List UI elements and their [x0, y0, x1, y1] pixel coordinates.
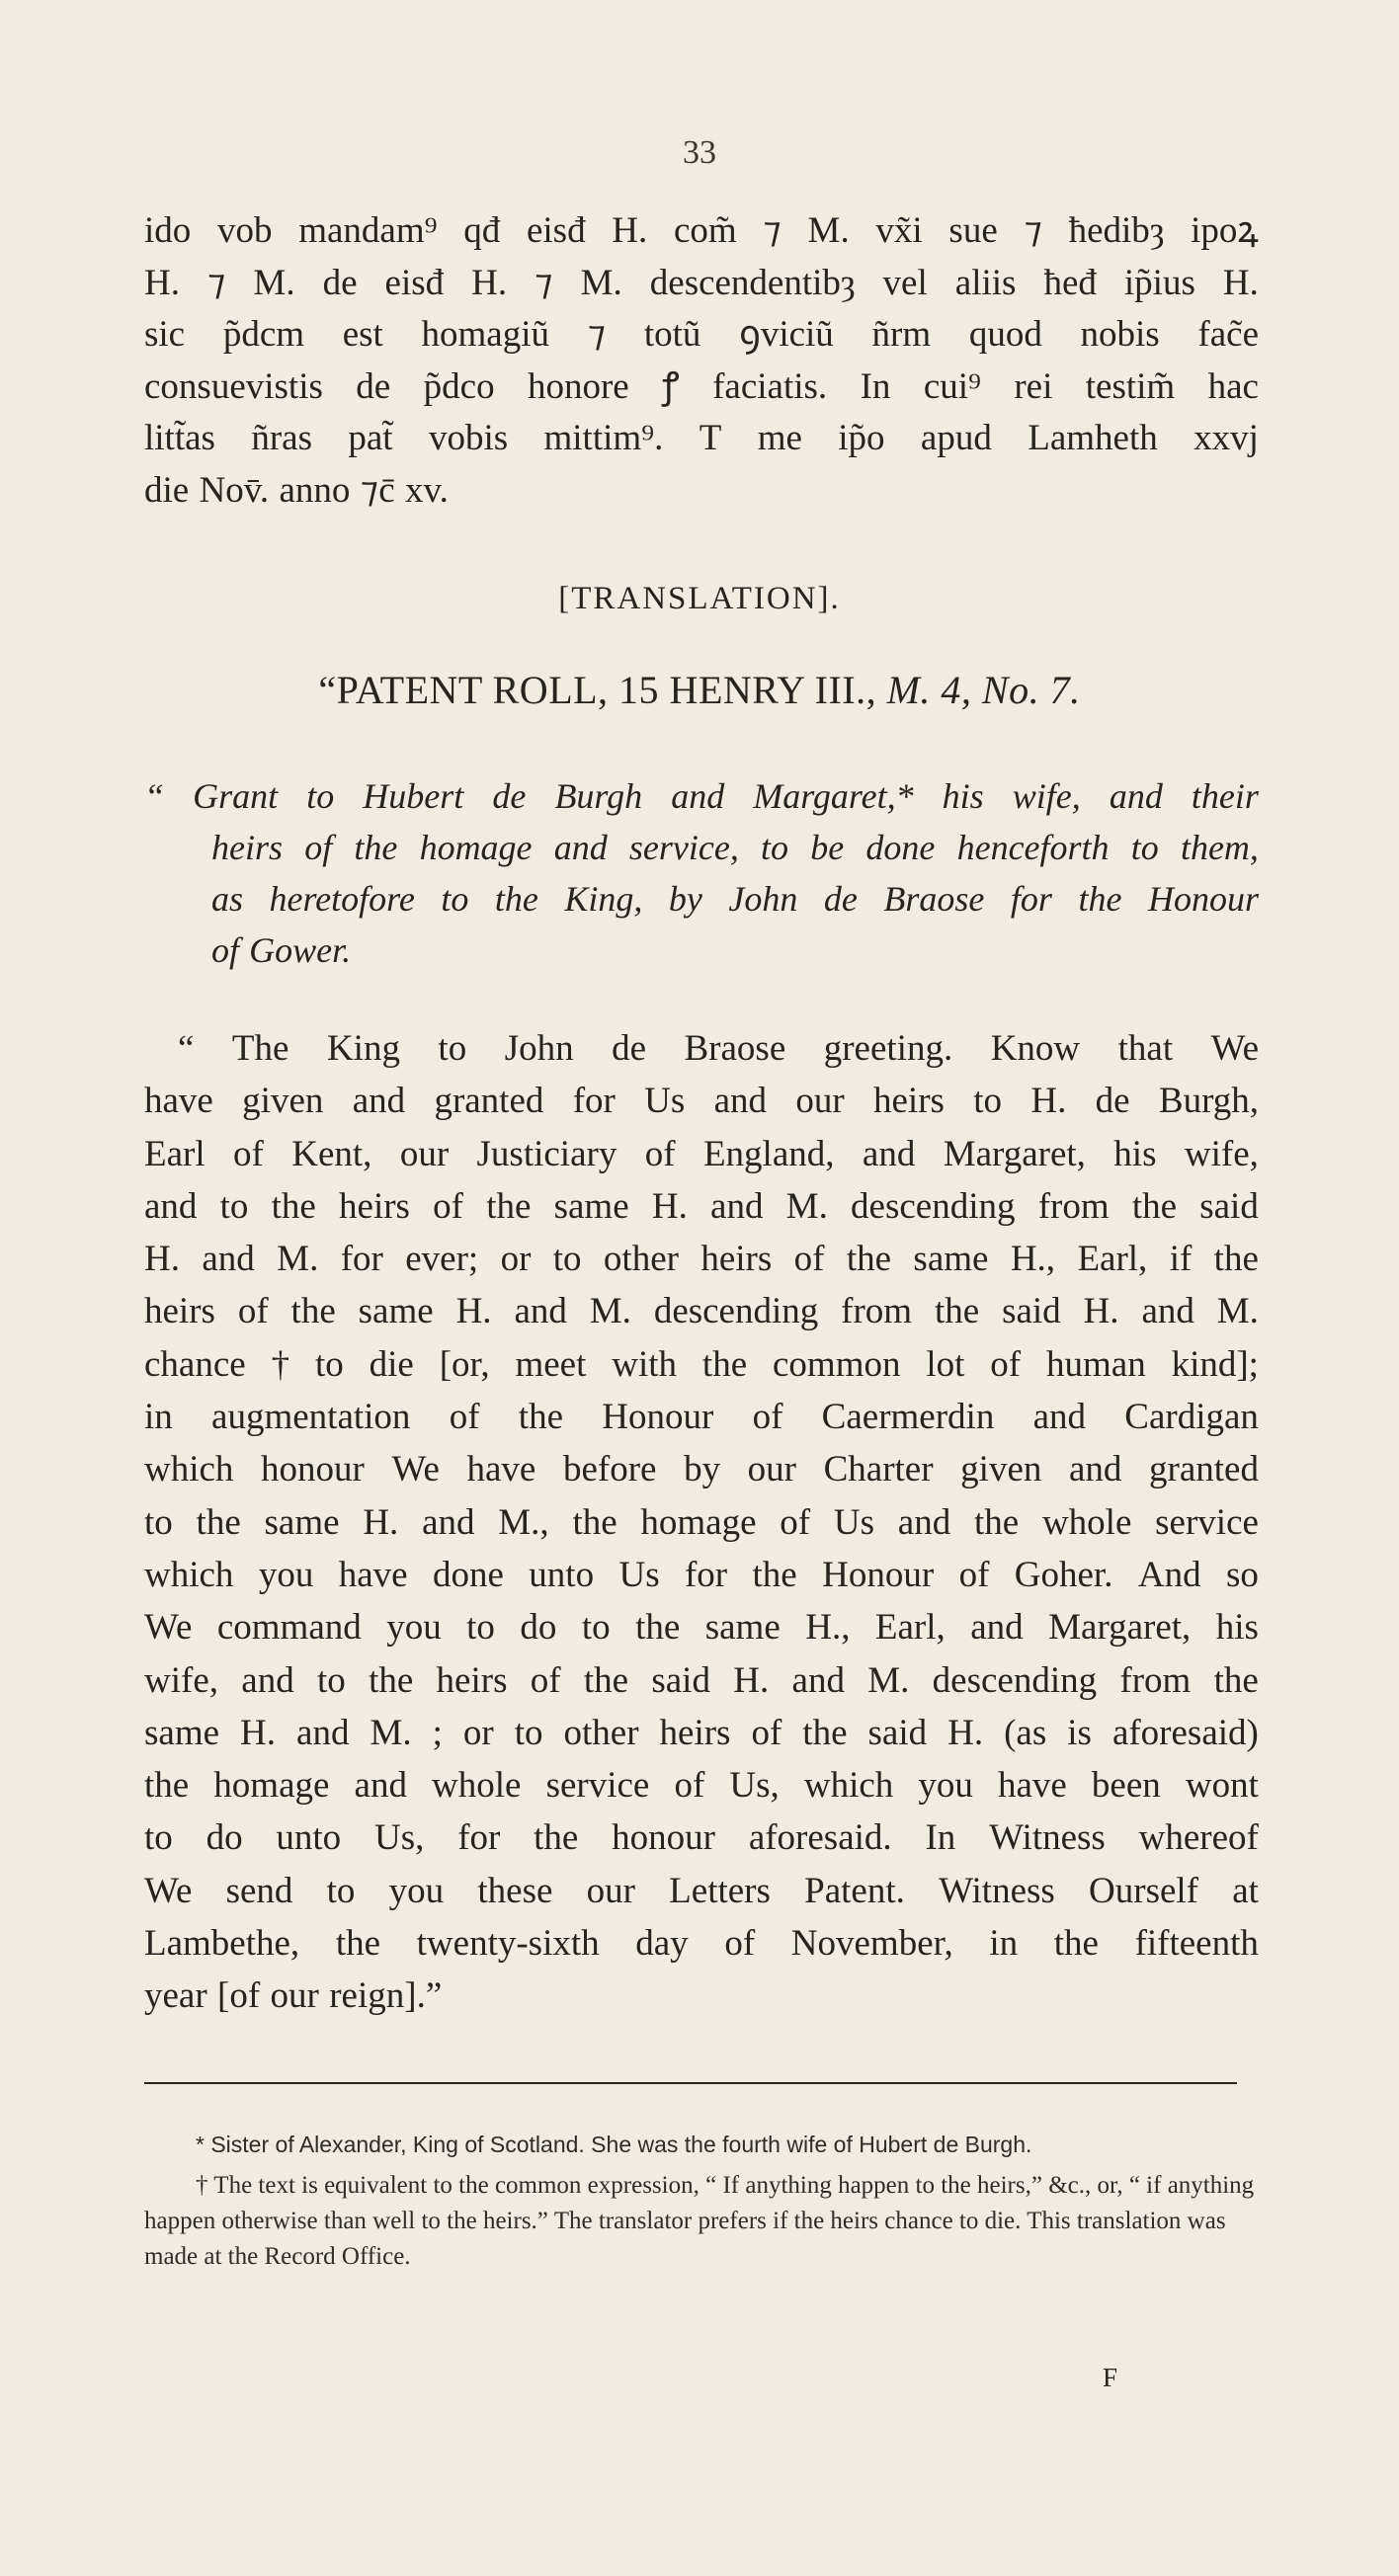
footnote-divider [144, 2082, 1237, 2084]
latin-text-block [144, 205, 1259, 517]
body-line: which honour We have before by our Charter given and granted [144, 1449, 1259, 1490]
latin-line: sic p̃dcm est homagiũ ⁊ totũ ꝯviciũ ñrm quod nobis fac̃e [144, 314, 1259, 355]
latin-line: litt̃as ñras pat̃ vobis mittim⁹. T me ip̃o apud Lamheth xxvj [144, 418, 1259, 458]
grant-line: heirs of the homage and service, to be done henceforth to them, [211, 828, 1259, 867]
body-line: We send to you these our Letters Patent. Witness Ourself at [144, 1870, 1259, 1911]
page-number: 33 [683, 134, 716, 171]
body-line: year [of our reign].” [144, 1975, 443, 2017]
latin-line: consuevistis de p̃dco honore ꝭ faciatis. In cui⁹ rei testim̃ hac [144, 365, 1259, 407]
latin-line: die Nov̄. anno ⁊c̄ xv. [144, 469, 449, 511]
body-line: the homage and whole service of Us, which you have been wont [144, 1765, 1259, 1807]
footnote-dagger: † The text is equivalent to the common expression, “ If anything happen to the heirs,” &c., or, “ if anything happen otherwise than well to the heirs.” The translator prefers if the heirs chance to die. This translation was made at the Record Office. [144, 2172, 1255, 2270]
body-line: wife, and to the heirs of the said H. and M. descending from the [144, 1659, 1259, 1701]
body-line: H. and M. for ever; or to other heirs of the same H., Earl, if the [144, 1239, 1259, 1280]
latin-line: ido vob mandam⁹ qđ eisđ H. com̃ ⁊ M. vx̃i sue ⁊ ħedibȝ ipoꝝ [144, 210, 1259, 251]
translation-heading: [TRANSLATION]. [558, 581, 841, 616]
translation-body [144, 1022, 1259, 2023]
latin-line: H. ⁊ M. de eisđ H. ⁊ M. descendentibȝ vel aliis ħeđ ip̃ius H. [144, 262, 1259, 303]
body-line: have given and granted for Us and our heirs to H. de Burgh, [144, 1081, 1259, 1122]
body-line: in augmentation of the Honour of Caermerdin and Cardigan [144, 1397, 1259, 1438]
title-text: “PATENT ROLL, 15 HENRY III., [318, 668, 877, 712]
grant-line: “ Grant to Hubert de Burgh and Margaret,* his wife, and their [144, 776, 1259, 816]
body-line: Earl of Kent, our Justiciary of England, and Margaret, his wife, [144, 1133, 1259, 1174]
grant-heading [144, 770, 1259, 976]
grant-line: of Gower. [211, 930, 352, 970]
body-line: which you have done unto Us for the Honour of Goher. And so [144, 1554, 1259, 1595]
printer-signature-mark: F [1103, 2363, 1118, 2392]
body-line: Lambethe, the twenty-sixth day of November, in the fifteenth [144, 1923, 1259, 1965]
footnotes [144, 2127, 1259, 2275]
footnote-asterisk: * Sister of Alexander, King of Scotland. She was the fourth wife of Hubert de Burgh. [196, 2132, 1032, 2157]
body-line: same H. and M. ; or to other heirs of the said H. (as is aforesaid) [144, 1712, 1259, 1753]
body-line: to the same H. and M., the homage of Us and the whole service [144, 1501, 1259, 1543]
body-line: chance † to die [or, meet with the common lot of human kind]; [144, 1343, 1259, 1385]
body-line: heirs of the same H. and M. descending from the said H. and M. [144, 1291, 1259, 1332]
patent-roll-title [0, 667, 1399, 713]
title-italic-reference: M. 4, No. 7. [886, 668, 1081, 712]
grant-line: as heretofore to the King, by John de Braose for the Honour [211, 879, 1259, 919]
body-line: “ The King to John de Braose greeting. Know that We [178, 1028, 1259, 1069]
body-line: and to the heirs of the same H. and M. descending from the said [144, 1185, 1259, 1227]
body-line: We command you to do to the same H., Earl, and Margaret, his [144, 1607, 1259, 1649]
body-line: to do unto Us, for the honour aforesaid. In Witness whereof [144, 1817, 1259, 1859]
